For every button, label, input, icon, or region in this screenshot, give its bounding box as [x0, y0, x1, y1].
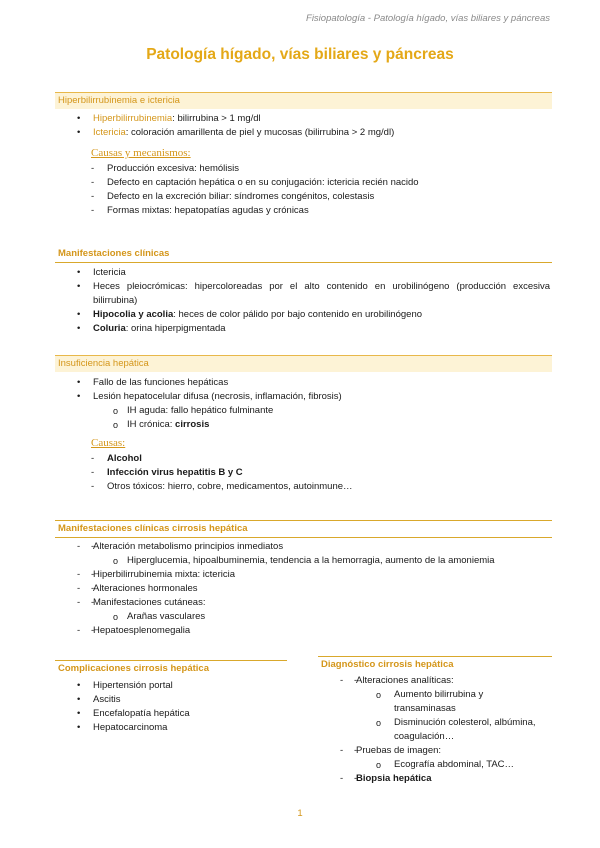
- list-item: - Formas mixtas: hepatopatías agudas y crónicas: [55, 204, 552, 218]
- list-item: • Heces pleiocrómicas: hipercoloreadas por el alto contenido en urobilinógeno (producción excesiva bilirrubina): [55, 280, 552, 308]
- list-item: - Defecto en la excreción biliar: síndromes congénitos, colestasis: [55, 190, 552, 204]
- list-item: - - Pruebas de imagen:: [318, 744, 552, 758]
- list-item: [55, 308, 552, 322]
- list-item: o Arañas vasculares: [55, 610, 552, 624]
- item-text: Hiperbilirrubinemia mixta: ictericia: [93, 569, 236, 580]
- running-header: Fisiopatología - Patología hígado, vías biliares y páncreas: [306, 13, 550, 24]
- list-item: [55, 418, 552, 432]
- list-item: - - Hepatoesplenomegalia: [55, 624, 552, 638]
- section-diagnostico: [318, 656, 552, 786]
- list-item: o IH aguda: fallo hepático fulminante: [55, 404, 552, 418]
- section-manifestaciones-cirrosis: [55, 520, 552, 638]
- item-text: Alteraciones analíticas:: [356, 675, 454, 686]
- bold-term: Hipocolia y acolia: [93, 309, 174, 320]
- list-item: - Producción excesiva: hemólisis: [55, 162, 552, 176]
- bold-term: cirrosis: [175, 419, 210, 430]
- section-heading: Manifestaciones clínicas: [55, 246, 552, 263]
- list-item: o Disminución colesterol, albúmina, coagulación…: [318, 716, 552, 744]
- bold-term: Infección virus hepatitis B y C: [107, 467, 243, 478]
- list-item: - - Biopsia hepática: [318, 772, 552, 786]
- list-item: o Ecografía abdominal, TAC…: [318, 758, 552, 772]
- term-text: : orina hiperpigmentada: [125, 323, 226, 334]
- list-item: - - Alteraciones hormonales: [55, 582, 552, 596]
- list-item: • Ascitis: [55, 693, 287, 707]
- item-text: Alteraciones hormonales: [93, 583, 198, 594]
- section-heading: Manifestaciones clínicas cirrosis hepática: [55, 520, 552, 538]
- item-text: Manifestaciones cutáneas:: [93, 597, 206, 608]
- section-heading: Hiperbilirrubinemia e ictericia: [55, 92, 552, 109]
- page-number: 1: [297, 808, 303, 819]
- term-text: : coloración amarillenta de piel y mucosas (bilirrubina > 2 mg/dl): [125, 127, 395, 138]
- list-item: • Encefalopatía hepática: [55, 707, 287, 721]
- list-item: [55, 126, 552, 140]
- item-text: Hepatoesplenomegalia: [93, 625, 191, 636]
- section-hiperbilirrubinemia: [55, 92, 552, 218]
- list-item: • Ictericia: [55, 266, 552, 280]
- list-item: - - Manifestaciones cutáneas:: [55, 596, 552, 610]
- item-text: Pruebas de imagen:: [356, 745, 442, 756]
- list-item: • Hipertensión portal: [55, 679, 287, 693]
- list-item: [55, 466, 552, 480]
- subheading: Causas:: [91, 437, 126, 449]
- list-item: • Fallo de las funciones hepáticas: [55, 376, 552, 390]
- list-item: [55, 452, 552, 466]
- list-item: [55, 322, 552, 336]
- term: Hiperbilirrubinemia: [93, 113, 173, 124]
- section-heading: Diagnóstico cirrosis hepática: [318, 656, 552, 673]
- list-item: - Otros tóxicos: hierro, cobre, medicamentos, autoinmune…: [55, 480, 552, 494]
- term: Ictericia: [93, 127, 126, 138]
- term-text: : heces de color pálido por bajo contenido en urobilinógeno: [173, 309, 423, 320]
- list-item: o Hiperglucemia, hipoalbuminemia, tendencia a la hemorragia, aumento de la amoniemia: [55, 554, 552, 568]
- bold-term: Coluria: [93, 323, 126, 334]
- list-item: - - Alteraciones analíticas:: [318, 674, 552, 688]
- page-title: Patología hígado, vías biliares y páncreas: [146, 46, 454, 63]
- list-item: • Lesión hepatocelular difusa (necrosis, inflamación, fibrosis): [55, 390, 552, 404]
- list-item: • Hepatocarcinoma: [55, 721, 287, 735]
- list-item: - - Alteración metabolismo principios inmediatos: [55, 540, 552, 554]
- item-text: Alteración metabolismo principios inmediatos: [93, 541, 284, 552]
- section-manifestaciones: [55, 246, 552, 336]
- section-complicaciones: [55, 660, 287, 735]
- list-item: [55, 112, 552, 126]
- bold-term: Biopsia hepática: [356, 773, 432, 784]
- subheading: Causas y mecanismos:: [91, 147, 191, 159]
- section-heading: Insuficiencia hepática: [55, 355, 552, 372]
- list-item: - Defecto en captación hepática o en su conjugación: ictericia recién nacido: [55, 176, 552, 190]
- item-text: IH crónica:: [127, 419, 176, 430]
- section-heading: Complicaciones cirrosis hepática: [55, 660, 287, 677]
- section-insuficiencia: [55, 355, 552, 494]
- list-item: - - Hiperbilirrubinemia mixta: ictericia: [55, 568, 552, 582]
- list-item: o Aumento bilirrubina y transaminasas: [318, 688, 552, 716]
- bold-term: Alcohol: [107, 453, 142, 464]
- term-text: : bilirrubina > 1 mg/dl: [172, 113, 261, 124]
